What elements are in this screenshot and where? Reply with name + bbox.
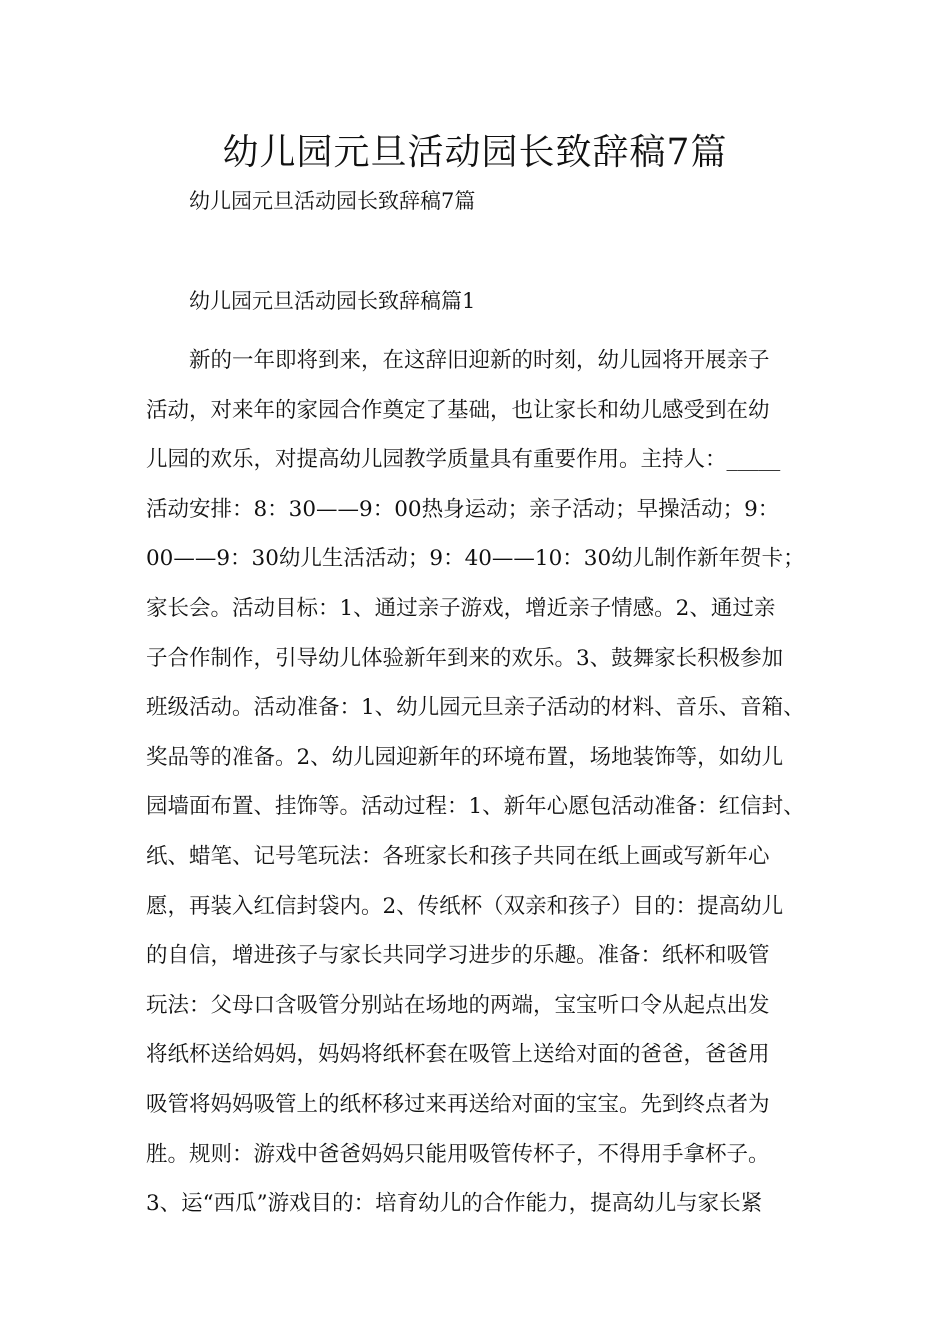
body-line: 子合作制作，引导幼儿体验新年到来的欢乐。3、鼓舞家长积极参加 xyxy=(146,645,784,671)
body-line: 00——9：30幼儿生活活动；9：40——10：30幼儿制作新年贺卡； xyxy=(146,546,805,572)
body-line: 的自信，增进孩子与家长共同学习进步的乐趣。准备：纸杯和吸管 xyxy=(146,943,770,969)
body-line: 家长会。活动目标：1、通过亲子游戏，增近亲子情感。2、通过亲 xyxy=(146,595,776,621)
body-line: 吸管将妈妈吸管上的纸杯移过来再送给对面的宝宝。先到终点者为 xyxy=(146,1091,770,1117)
body-line: 纸、蜡笔、记号笔玩法：各班家长和孩子共同在纸上画或写新年心 xyxy=(146,843,770,869)
section-heading: 幼儿园元旦活动园长致辞稿篇1 xyxy=(189,289,476,313)
body-line: 胜。规则：游戏中爸爸妈妈只能用吸管传杯子，不得用手拿杯子。 xyxy=(146,1141,770,1167)
body-line: 玩法：父母口含吸管分别站在场地的两端，宝宝听口令从起点出发 xyxy=(146,992,770,1018)
body-line: 班级活动。活动准备：1、幼儿园元旦亲子活动的材料、音乐、音箱、 xyxy=(146,695,805,721)
body-line: 园墙面布置、挂饰等。活动过程：1、新年心愿包活动准备：红信封、 xyxy=(146,794,805,820)
body-text xyxy=(146,336,806,1229)
body-line: 奖品等的准备。2、幼儿园迎新年的环境布置，场地装饰等，如幼儿 xyxy=(146,744,784,770)
body-line: 愿，再装入红信封袋内。2、传纸杯（双亲和孩子）目的：提高幼儿 xyxy=(146,893,784,919)
body-line: 将纸杯送给妈妈，妈妈将纸杯套在吸管上送给对面的爸爸，爸爸用 xyxy=(146,1042,770,1068)
document-subtitle: 幼儿园元旦活动园长致辞稿7篇 xyxy=(189,189,476,213)
body-line: 活动，对来年的家园合作奠定了基础，也让家长和幼儿感受到在幼 xyxy=(146,397,770,423)
document-title: 幼儿园元旦活动园长致辞稿7篇 xyxy=(222,132,728,173)
body-line: 3、运“西瓜”游戏目的：培育幼儿的合作能力，提高幼儿与家长紧 xyxy=(146,1191,763,1217)
body-line: 活动安排：8：30——9：00热身运动；亲子活动；早操活动；9： xyxy=(146,496,780,522)
body-line: 新的一年即将到来，在这辞旧迎新的时刻，幼儿园将开展亲子 xyxy=(189,348,770,373)
body-line: 儿园的欢乐，对提高幼儿园教学质量具有重要作用。主持人：_____ xyxy=(146,447,781,473)
